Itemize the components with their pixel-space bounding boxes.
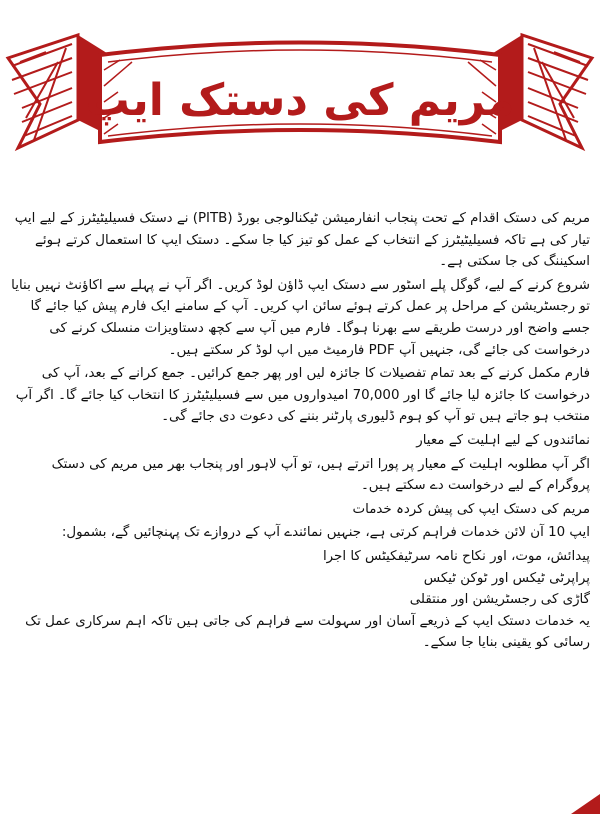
article-body: [10, 208, 590, 656]
list-item: گاڑی کی رجسٹریشن اور منتقلی: [409, 592, 590, 608]
download-paragraph: شروع کرنے کے لیے، گوگل پلے اسٹور سے دستک ایپ ڈاؤن لوڈ کریں۔ اگر آپ نے پہلے سے اکاؤنٹ نہیں بنایا تو رجسٹریشن کے مراحل پر عمل کرتے ہوئے سائن اپ کریں۔ آپ کے سامنے ایک فارم پیش کیا جائے گا جسے واضح اور درست طریقے سے بھرنا ہوگا۔ فارم میں آپ سے کچھ دستاویزات منسلک کرنے کی درخواست کی جائے گی، جنہیں آپ PDF فارمیٹ میں اپ لوڈ کر سکتے ہیں۔: [11, 277, 590, 358]
services-list: [10, 546, 590, 611]
list-item: پراپرٹی ٹیکس اور ٹوکن ٹیکس: [423, 570, 590, 586]
services-intro: ایپ 10 آن لائن خدمات فراہم کرتی ہے، جنہیں نمائندے آپ کے دروازے تک پہنچائیں گے، بشمول:: [61, 525, 590, 541]
intro-paragraph: مریم کی دستک اقدام کے تحت پنجاب انفارمیشن ٹیکنالوجی بورڈ (PITB) نے دستک فسیلیٹیٹرز کے لیے ایپ تیار کی ہے تاکہ فسیلیٹیٹرز کے انتخاب کے عمل کو تیز کیا جا سکے۔ دستک ایپ کا استعمال کرتے ہوئے اسکیننگ کی جا سکتی ہے۔: [14, 211, 590, 270]
services-heading: مریم کی دستک ایپ کی پیش کردہ خدمات: [352, 501, 590, 517]
eligibility-heading: نمائندوں کے لیے اہلیت کے معیار: [416, 432, 590, 448]
corner-triangle-icon: [571, 794, 600, 814]
title-banner: [0, 0, 600, 195]
list-item: پیدائش، موت، اور نکاح نامہ سرٹیفکیٹس کا اجرا: [322, 548, 590, 564]
page-title: مریم کی دستک ایپ: [85, 75, 515, 126]
closing-paragraph: یہ خدمات دستک ایپ کے ذریعے آسان اور سہولت سے فراہم کی جاتی ہیں تاکہ اہم سرکاری عمل تک رسائی کو یقینی بنایا جا سکے۔: [25, 613, 590, 651]
eligibility-paragraph: اگر آپ مطلوبہ اہلیت کے معیار پر پورا اترتے ہیں، تو آپ لاہور اور پنجاب بھر میں مریم کی دستک پروگرام کے لیے درخواست دے سکتے ہیں۔: [51, 456, 590, 494]
submission-paragraph: فارم مکمل کرنے کے بعد تمام تفصیلات کا جائزہ لیں اور پھر جمع کرائیں۔ جمع کرانے کے بعد، آپ کی درخواست کا جائزہ لیا جائے گا اور 70,000 امیدواروں میں سے فسیلیٹیٹرز کا انتخاب کیا جائے گا۔ اگر آپ منتخب ہو جاتے ہیں تو آپ کو ہوم ڈلیوری پارٹنر بننے کی دعوت دی جائے گی۔: [15, 366, 590, 425]
